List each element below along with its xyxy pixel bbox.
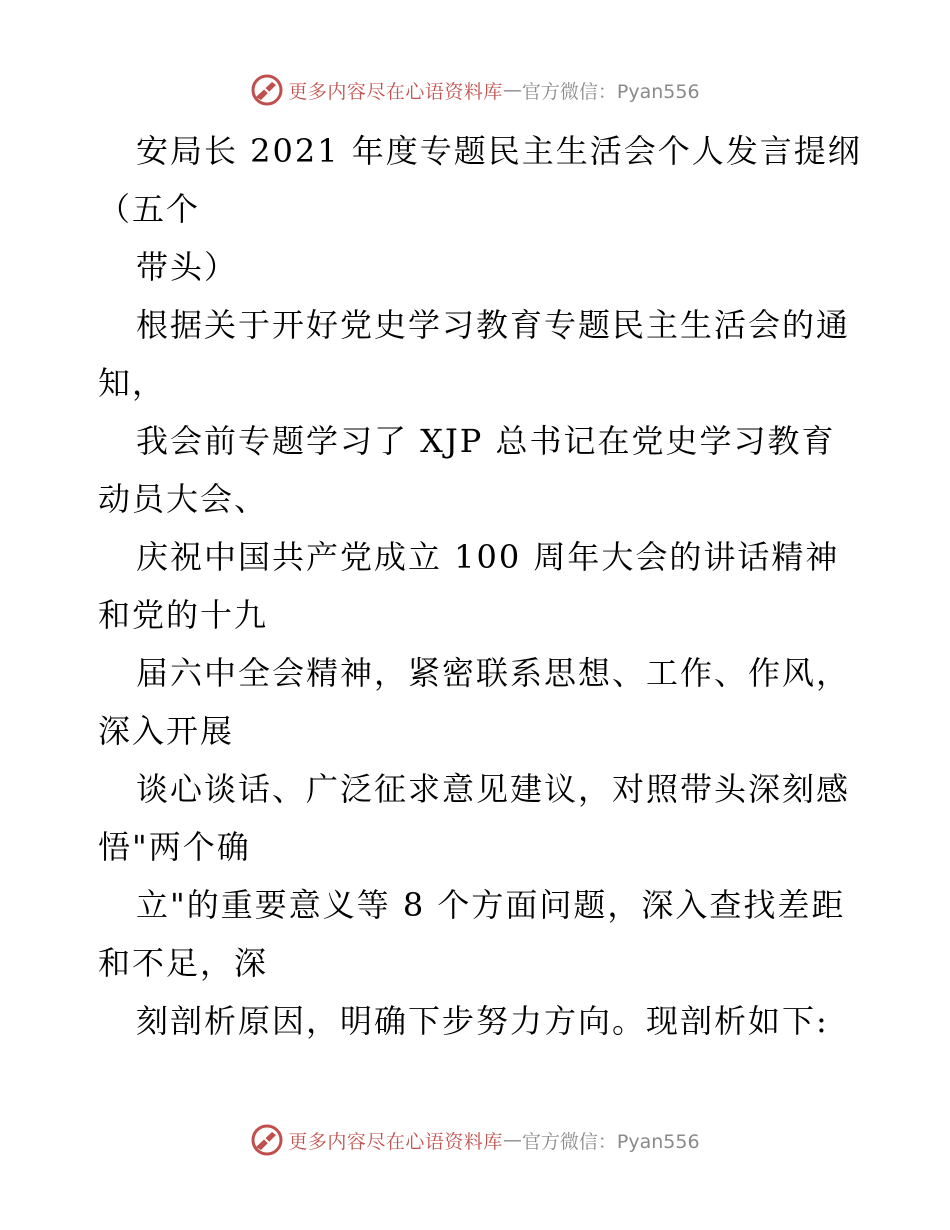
paragraph-line: 我会前专题学习了 XJP 总书记在党史学习教育 (136, 422, 836, 460)
paragraph-line: 根据关于开好党史学习教育专题民主生活会的通 (136, 306, 851, 344)
paragraph-line: 知， (98, 364, 167, 402)
footer-brand-text: 更多内容尽在心语资料库 (288, 1130, 503, 1153)
document-title-line-3: 带头） (136, 248, 239, 286)
footer-watermark-banner (0, 1118, 950, 1162)
header-separator: — (502, 79, 522, 101)
paragraph-line: 庆祝中国共产党成立 100 周年大会的讲话精神 (136, 538, 840, 576)
paragraph-line: 立"的重要意义等 8 个方面问题，深入查找差距 (136, 886, 846, 924)
document-title-line-1: 安局长 2021 年度专题民主生活会个人发言提纲 (136, 132, 862, 170)
header-brand-text: 更多内容尽在心语资料库 (288, 80, 503, 103)
paragraph-line: 谈心谈话、广泛征求意见建议，对照带头深刻感 (136, 770, 851, 808)
footer-separator: — (502, 1129, 522, 1151)
paragraph-line: 届六中全会精神，紧密联系思想、工作、作风， (136, 654, 851, 692)
paragraph-line: 悟"两个确 (98, 828, 251, 866)
paragraph-line: 和党的十九 (98, 596, 269, 634)
paragraph-line: 刻剖析原因，明确下步努力方向。现剖析如下: (136, 1002, 829, 1040)
document-title-line-2: （五个 (98, 190, 201, 228)
paragraph-line: 动员大会、 (98, 480, 269, 518)
header-watermark-banner (0, 68, 950, 112)
brand-logo-icon (250, 1123, 284, 1157)
footer-contact-text: 官方微信：Pyan556 (521, 1130, 700, 1153)
brand-logo-icon (250, 73, 284, 107)
header-contact-text: 官方微信：Pyan556 (521, 80, 700, 103)
paragraph-line: 深入开展 (98, 712, 235, 750)
document-body (98, 122, 862, 1050)
paragraph-line: 和不足，深 (98, 944, 269, 982)
